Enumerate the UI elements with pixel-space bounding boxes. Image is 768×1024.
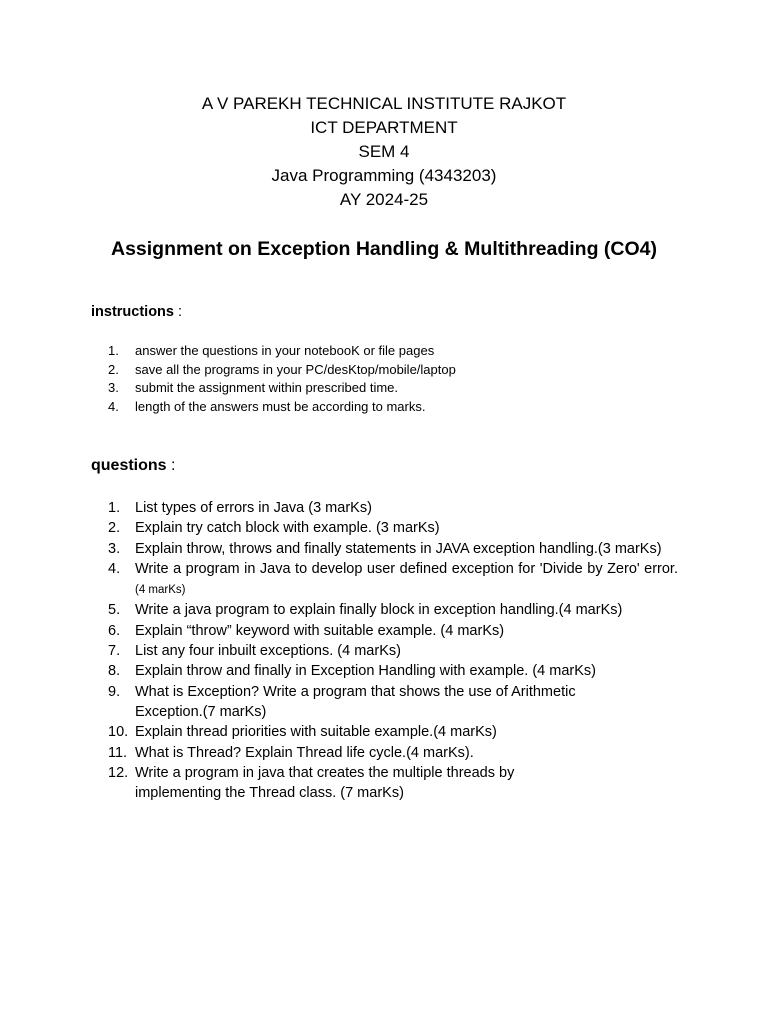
question-number: 12.	[108, 764, 129, 781]
question-item	[108, 518, 678, 538]
question-number: 4.	[108, 560, 121, 577]
question-text: What is Thread? Explain Thread life cycle.(4 marKs).	[135, 744, 474, 761]
instruction-item	[108, 361, 668, 380]
question-text: Explain throw, throws and finally statements in JAVA exception handling.(3 marKs)	[135, 540, 662, 557]
question-item	[108, 743, 678, 763]
instructions-list	[108, 342, 668, 417]
question-item	[108, 722, 678, 742]
question-item	[108, 539, 678, 559]
academic-year: AY 2024-25	[339, 190, 429, 209]
question-number: 8.	[108, 663, 121, 680]
instruction-item	[108, 379, 668, 398]
instruction-text: length of the answers must be according to marks.	[135, 399, 426, 415]
question-text: Explain thread priorities with suitable example.(4 marKs)	[135, 724, 497, 741]
question-number: 1.	[108, 500, 121, 516]
question-marks: (4 marKs)	[135, 584, 186, 597]
question-number: 5.	[108, 602, 121, 619]
question-text: Write a java program to explain finally block in exception handling.(4 marKs)	[135, 602, 623, 619]
subject-name: Java Programming (4343203)	[271, 166, 497, 185]
question-text: List any four inbuilt exceptions. (4 marKs)	[135, 643, 401, 660]
question-item	[108, 682, 678, 723]
assignment-title: Assignment on Exception Handling & Multithreading (CO4)	[110, 238, 657, 260]
question-text: Write a program in java that creates the multiple threads by implementing the Thread class. (7 marKs)	[135, 764, 515, 802]
document-header	[0, 92, 768, 212]
questions-heading-text: questions	[91, 457, 167, 474]
question-number: 11.	[108, 744, 128, 761]
department-name: ICT DEPARTMENT	[310, 118, 458, 137]
question-item	[108, 559, 678, 601]
question-text: What is Exception? Write a program that shows the use of Arithmetic Exception.(7 marKs)	[135, 683, 576, 720]
question-text: Explain “throw” keyword with suitable example. (4 marKs)	[135, 622, 505, 639]
question-number: 10.	[108, 724, 129, 741]
question-number: 9.	[108, 683, 121, 700]
questions-heading-colon: :	[166, 457, 176, 474]
semester-label: SEM 4	[358, 142, 410, 161]
instruction-number: 1.	[108, 343, 119, 358]
question-number: 7.	[108, 643, 121, 660]
question-item	[108, 641, 678, 661]
question-number: 3.	[108, 540, 121, 557]
institute-name: A V PAREKH TECHNICAL INSTITUTE RAJKOT	[201, 94, 567, 113]
question-item	[108, 621, 678, 641]
question-body: Write a program in Java to develop user defined exception for 'Divide by Zero' error.	[135, 560, 678, 577]
instruction-item	[108, 398, 668, 417]
question-number: 6.	[108, 622, 121, 639]
question-item	[108, 600, 678, 620]
instruction-item	[108, 342, 668, 361]
question-item	[108, 763, 678, 804]
question-item	[108, 498, 678, 518]
instruction-number: 3.	[108, 380, 119, 396]
question-text: List types of errors in Java (3 marKs)	[135, 500, 372, 516]
instructions-heading-colon: :	[173, 304, 183, 320]
instruction-number: 2.	[108, 361, 119, 377]
question-text: Explain throw and finally in Exception Handling with example. (4 marKs)	[135, 663, 596, 680]
instructions-heading-text: instructions	[91, 304, 174, 320]
instruction-text: save all the programs in your PC/desKtop/mobile/laptop	[135, 361, 456, 377]
instructions-heading	[91, 303, 182, 321]
instruction-text: submit the assignment within prescribed time.	[135, 380, 399, 396]
instruction-text: answer the questions in your notebooK or file pages	[135, 343, 435, 358]
questions-heading	[91, 456, 175, 476]
question-text: Explain try catch block with example. (3 marKs)	[135, 520, 440, 537]
instruction-number: 4.	[108, 399, 119, 415]
question-item	[108, 661, 678, 681]
question-number: 2.	[108, 520, 121, 537]
question-text	[135, 559, 678, 601]
questions-list	[108, 498, 678, 803]
